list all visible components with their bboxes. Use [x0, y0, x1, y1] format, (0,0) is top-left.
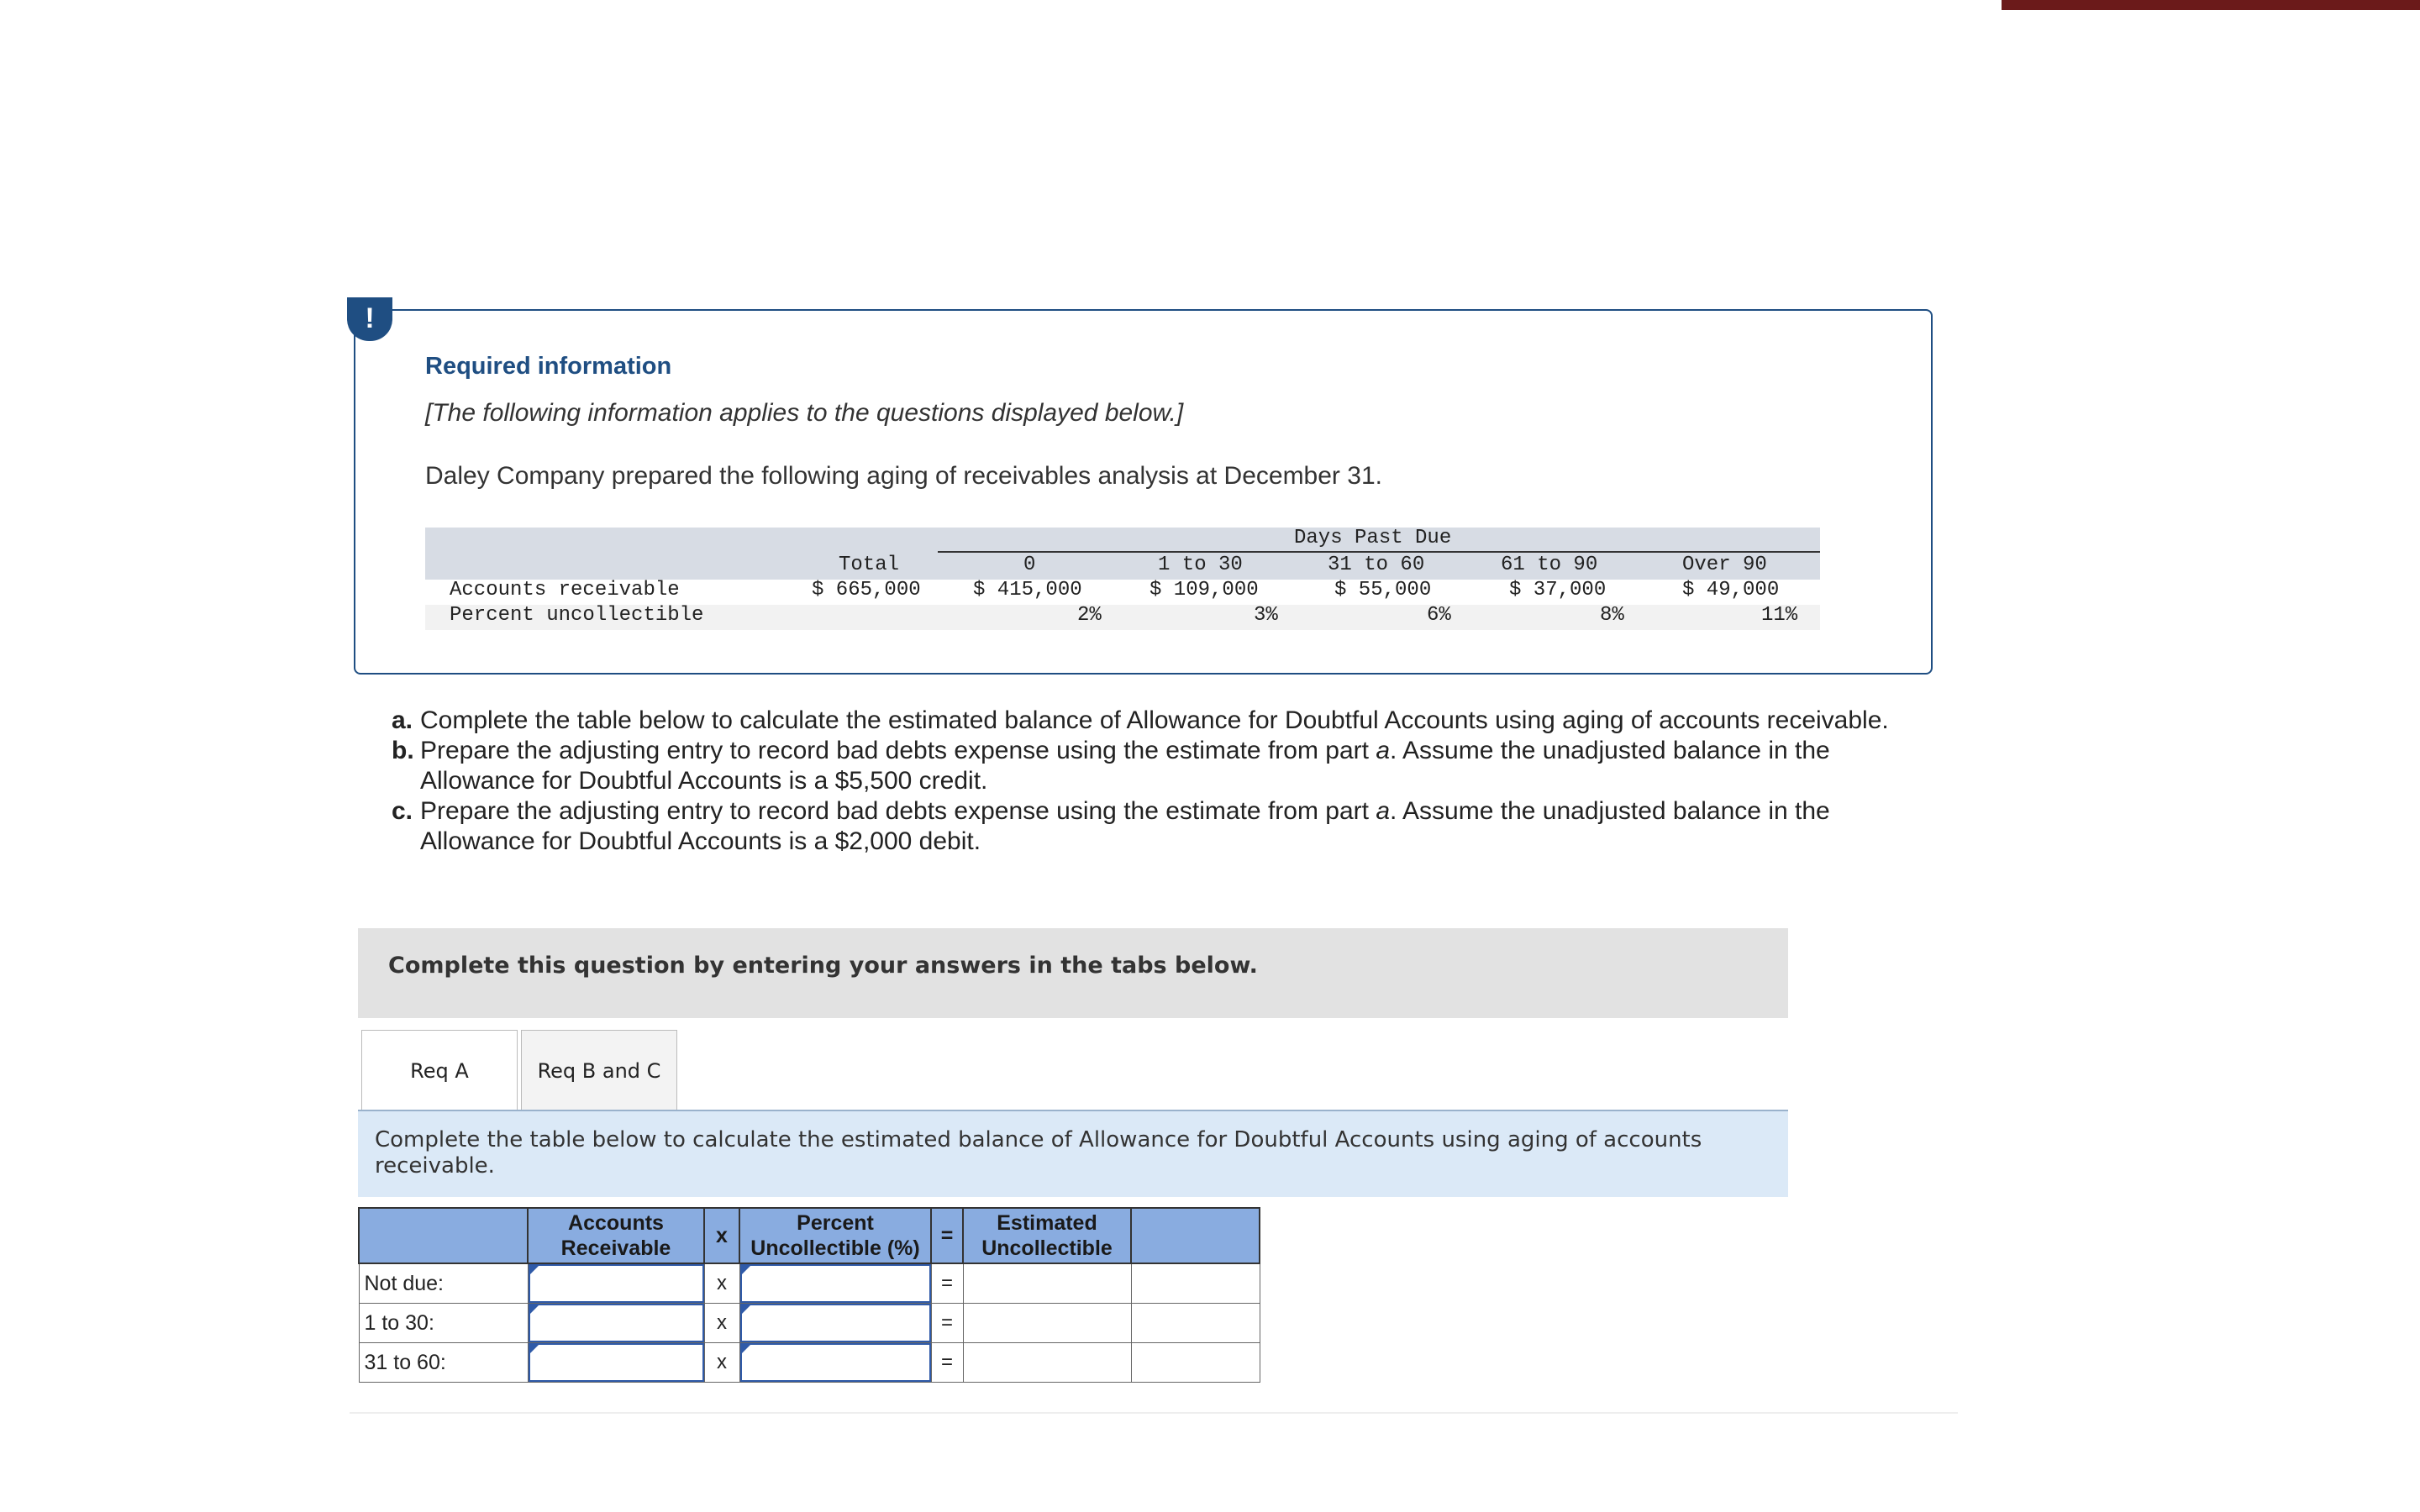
extra-cell	[1131, 1263, 1260, 1304]
question-text: Complete the table below to calculate the estimated balance of Allowance for Doubtful Accounts using aging of accounts receivable.	[420, 706, 1889, 734]
tab-label: Req B and C	[537, 1058, 661, 1083]
ar-0: $ 415,000	[973, 579, 1082, 601]
ar-31-60: $ 55,000	[1334, 579, 1432, 601]
ar-over-90: $ 49,000	[1682, 579, 1780, 601]
question-list	[392, 706, 1929, 857]
equals-sign: =	[931, 1304, 963, 1343]
col-header-31-60: 31 to 60	[1328, 554, 1425, 576]
row-label: 1 to 30:	[359, 1304, 528, 1343]
col-header-over-90: Over 90	[1682, 554, 1767, 576]
top-accent-bar	[2002, 0, 2420, 10]
required-info-intro: Daley Company prepared the following aging of receivables analysis at December 31.	[425, 462, 1382, 490]
question-text: Prepare the adjusting entry to record bad debts expense using the estimate from part a. Assume the unadjusted balance in the Allowance for Doubtful Accounts is a $5,500 credit.	[420, 737, 1830, 795]
header-estimated-uncollectible: Estimated Uncollectible	[963, 1208, 1131, 1263]
col-header-61-90: 61 to 90	[1501, 554, 1598, 576]
col-header-total: Total	[839, 554, 900, 576]
times-sign: x	[704, 1304, 739, 1343]
question-a	[392, 706, 1929, 736]
pct-61-90: 8%	[1600, 604, 1624, 627]
alert-icon: !	[347, 297, 392, 341]
tab-req-a[interactable]	[361, 1030, 518, 1111]
header-percent-uncollectible: Percent Uncollectible (%)	[739, 1208, 931, 1263]
table-row	[359, 1304, 1260, 1343]
header-accounts-receivable: Accounts Receivable	[528, 1208, 704, 1263]
question-letter: b.	[392, 737, 414, 764]
estimated-uncollectible-cell	[963, 1304, 1131, 1343]
question-letter: a.	[392, 706, 413, 734]
pct-31-60: 6%	[1427, 604, 1451, 627]
header-extra	[1131, 1208, 1260, 1263]
instructions-text: Complete the table below to calculate the estimated balance of Allowance for Doubtful Accounts using aging of accounts receivable.	[375, 1127, 1702, 1179]
ar-61-90: $ 37,000	[1509, 579, 1607, 601]
required-info-subtitle: [The following information applies to the questions displayed below.]	[425, 399, 1184, 427]
aging-table	[425, 528, 1820, 630]
col-header-0: 0	[1023, 554, 1036, 576]
header-equals: =	[931, 1208, 963, 1263]
row-label: 31 to 60:	[359, 1343, 528, 1383]
times-sign: x	[704, 1263, 739, 1304]
row-label-pct: Percent uncollectible	[450, 604, 704, 627]
percent-uncollectible-input[interactable]	[740, 1264, 931, 1303]
pct-input-cell	[739, 1304, 931, 1343]
accounts-receivable-input[interactable]	[529, 1304, 704, 1342]
estimated-uncollectible-cell	[963, 1263, 1131, 1304]
question-b	[392, 736, 1929, 796]
table-row	[359, 1343, 1260, 1383]
tab-label: Req A	[410, 1059, 469, 1083]
group-header: Days Past Due	[1294, 527, 1452, 549]
row-label-ar: Accounts receivable	[450, 579, 680, 601]
ar-total: $ 665,000	[812, 579, 921, 601]
percent-uncollectible-input[interactable]	[740, 1304, 931, 1342]
pct-over-90: 11%	[1761, 604, 1798, 627]
question-text: Prepare the adjusting entry to record bad debts expense using the estimate from part a. Assume the unadjusted balance in the Allowance for Doubtful Accounts is a $2,000 debit.	[420, 797, 1830, 855]
times-sign: x	[704, 1343, 739, 1383]
equals-sign: =	[931, 1263, 963, 1304]
accounts-receivable-input[interactable]	[529, 1343, 704, 1382]
extra-cell	[1131, 1343, 1260, 1383]
required-info-title: Required information	[425, 353, 672, 380]
ar-input-cell	[528, 1263, 704, 1304]
ar-input-cell	[528, 1343, 704, 1383]
entry-table	[358, 1207, 1260, 1383]
percent-uncollectible-input[interactable]	[740, 1343, 931, 1382]
tab-req-b-and-c[interactable]	[521, 1030, 677, 1110]
accounts-receivable-input[interactable]	[529, 1264, 704, 1303]
header-times: x	[704, 1208, 739, 1263]
equals-sign: =	[931, 1343, 963, 1383]
question-c	[392, 796, 1929, 857]
question-letter: c.	[392, 797, 413, 825]
table-row	[359, 1263, 1260, 1304]
row-label: Not due:	[359, 1263, 528, 1304]
pct-input-cell	[739, 1263, 931, 1304]
header-blank	[359, 1208, 528, 1263]
col-header-1-30: 1 to 30	[1158, 554, 1243, 576]
pct-input-cell	[739, 1343, 931, 1383]
extra-cell	[1131, 1304, 1260, 1343]
ar-input-cell	[528, 1304, 704, 1343]
bottom-divider	[350, 1412, 1958, 1414]
ar-1-30: $ 109,000	[1150, 579, 1259, 601]
complete-banner-text: Complete this question by entering your answers in the tabs below.	[388, 953, 1258, 979]
estimated-uncollectible-cell	[963, 1343, 1131, 1383]
pct-1-30: 3%	[1254, 604, 1278, 627]
pct-0: 2%	[1077, 604, 1102, 627]
